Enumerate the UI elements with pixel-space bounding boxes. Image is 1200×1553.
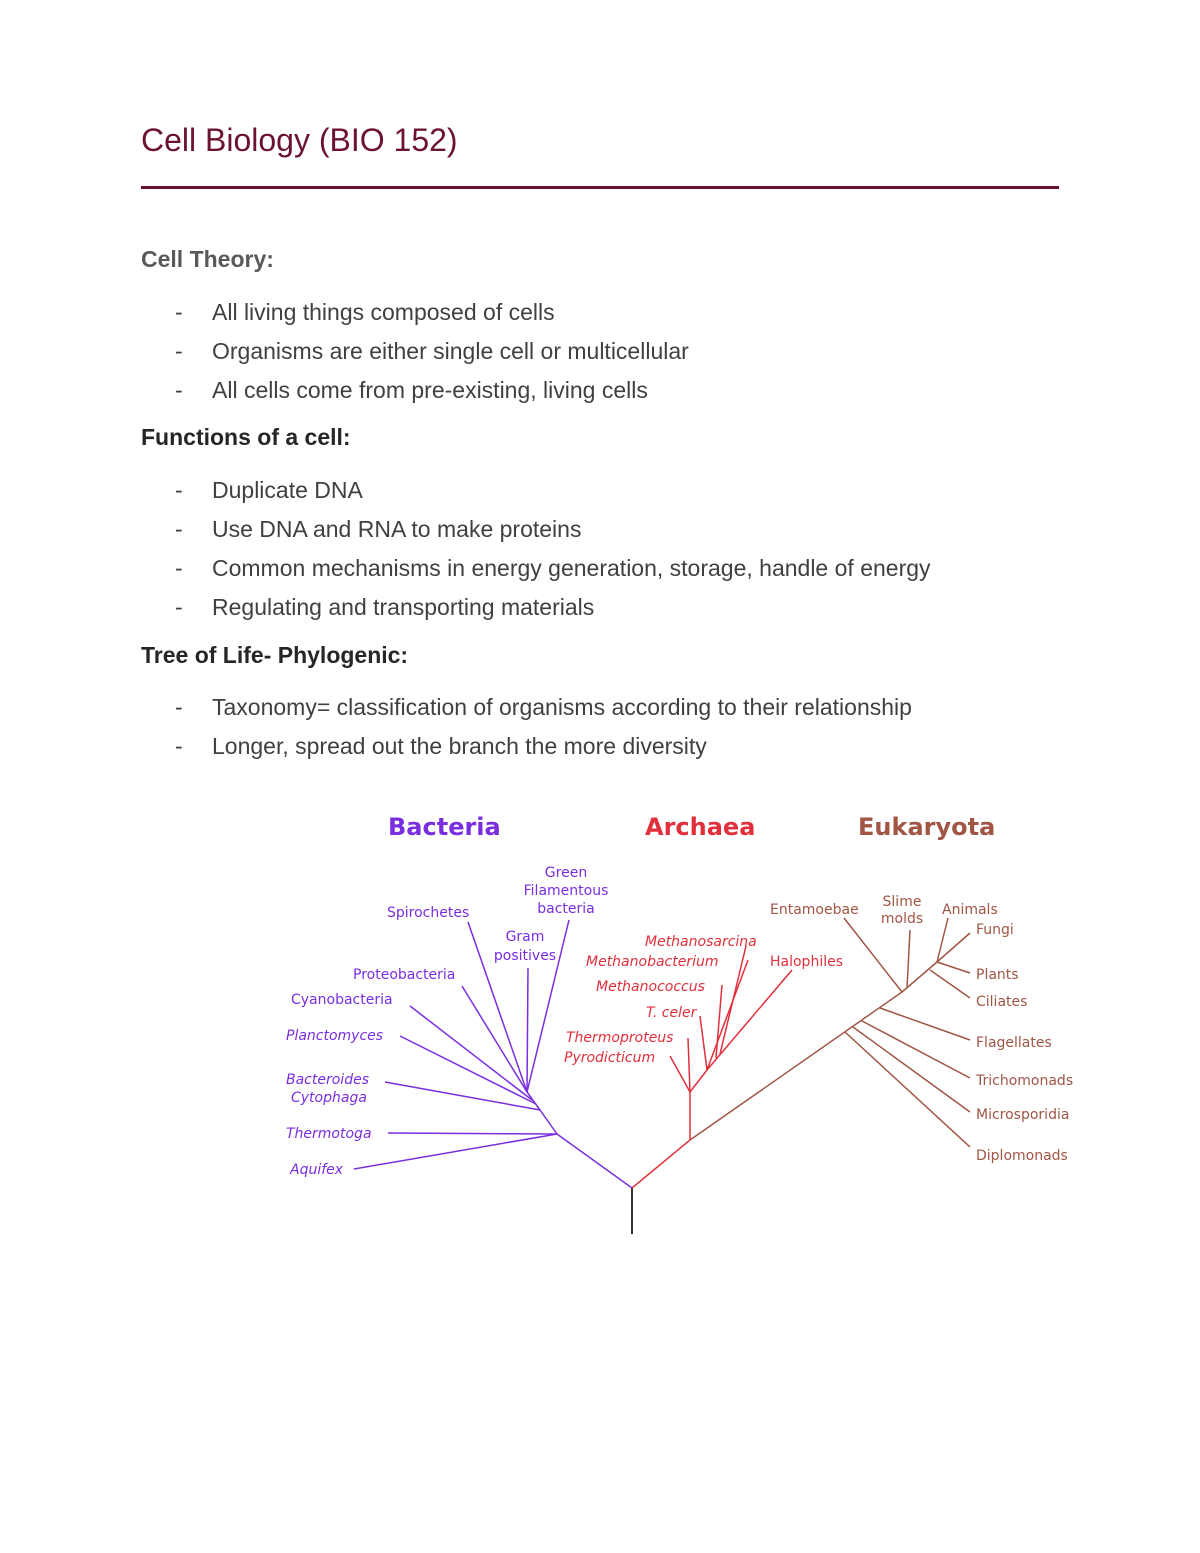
bullet-dash: -	[175, 299, 183, 325]
label-spirochetes: Spirochetes	[387, 905, 470, 921]
list-item	[141, 553, 1081, 592]
list-item-text: Regulating and transporting materials	[212, 594, 595, 620]
branch-thermotoga	[388, 1133, 557, 1134]
list-item	[141, 514, 1081, 553]
label-green-line1: Green	[544, 865, 588, 881]
list-item	[141, 475, 1081, 514]
branch-slime-molds	[907, 930, 910, 988]
label-slime-line2: molds	[880, 911, 924, 927]
list-item	[141, 336, 1081, 375]
label-bacteroides: Bacteroides	[286, 1072, 369, 1088]
label-aquifex: Aquifex	[290, 1162, 344, 1178]
list-item-text: Longer, spread out the branch the more diversity	[212, 733, 707, 759]
branch-gram-positives	[527, 968, 528, 1092]
label-animals: Animals	[942, 902, 998, 918]
list-item-text: All cells come from pre-existing, living cells	[212, 377, 648, 403]
title-divider	[141, 186, 1059, 189]
list-item	[141, 375, 1081, 414]
list-item	[141, 592, 1081, 631]
bacteria-trunk	[557, 1134, 632, 1188]
bullet-dash: -	[175, 477, 183, 503]
label-microsporidia: Microsporidia	[976, 1107, 1070, 1123]
label-slime-line1: Slime	[882, 894, 922, 910]
branch-ciliates	[930, 970, 970, 998]
branch-proteobacteria	[462, 986, 527, 1092]
phylogenetic-tree-diagram	[270, 800, 1110, 1240]
branch-plants	[937, 962, 970, 973]
label-plants: Plants	[976, 967, 1019, 983]
label-entamoebae: Entamoebae	[770, 902, 859, 918]
label-pyrodicticum: Pyrodicticum	[564, 1050, 656, 1066]
branch-green-filamentous	[527, 920, 569, 1092]
branch-bacteroides	[385, 1082, 540, 1110]
label-methanosarcina: Methanosarcina	[645, 934, 757, 950]
label-halophiles: Halophiles	[770, 954, 844, 970]
archaea-split	[690, 1070, 707, 1092]
list-item-text: Organisms are either single cell or multicellular	[212, 338, 689, 364]
branch-pyrodicticum	[670, 1056, 690, 1092]
bullet-dash: -	[175, 377, 183, 403]
label-methanococcus: Methanococcus	[596, 979, 705, 995]
label-flagellates: Flagellates	[976, 1035, 1052, 1051]
domain-archaea-label: Archaea	[645, 813, 756, 841]
eukaryota-trunk	[690, 992, 902, 1140]
label-thermoproteus: Thermoproteus	[566, 1030, 674, 1046]
tree-of-life-list	[141, 692, 1081, 770]
list-item	[141, 692, 1081, 731]
bullet-dash: -	[175, 338, 183, 364]
label-proteobacteria: Proteobacteria	[353, 967, 456, 983]
domain-bacteria-label: Bacteria	[388, 813, 501, 841]
label-planctomyces: Planctomyces	[286, 1028, 384, 1044]
list-item-text: Use DNA and RNA to make proteins	[212, 516, 582, 542]
branch-planctomyces	[400, 1036, 536, 1104]
branch-fungi	[937, 933, 970, 962]
bacteria-labels	[286, 865, 608, 1178]
branch-diplomonads	[845, 1032, 970, 1147]
branch-t-celer	[700, 1016, 707, 1070]
eukaryota-labels	[770, 894, 1073, 1164]
archaea-trunk	[632, 1140, 690, 1188]
list-item-text: Taxonomy= classification of organisms according to their relationship	[212, 694, 912, 720]
branch-thermoproteus	[688, 1038, 690, 1092]
heading-functions-of-a-cell: Functions of a cell:	[141, 424, 351, 450]
list-item-text: Common mechanisms in energy generation, storage, handle of energy	[212, 555, 931, 581]
bacteria-inner-trunk	[540, 1110, 557, 1134]
list-item	[141, 731, 1081, 770]
branch-flagellates	[880, 1008, 970, 1040]
label-methanobacterium: Methanobacterium	[586, 954, 719, 970]
heading-cell-theory: Cell Theory:	[141, 246, 274, 272]
branch-methanosarcina	[720, 946, 746, 1054]
bullet-dash: -	[175, 516, 183, 542]
bullet-dash: -	[175, 733, 183, 759]
branch-entamoebae	[844, 918, 902, 992]
functions-list	[141, 475, 1081, 631]
label-green-line2: Filamentous	[523, 883, 609, 899]
list-item	[141, 297, 1081, 336]
bullet-dash: -	[175, 555, 183, 581]
label-fungi: Fungi	[976, 922, 1014, 938]
label-thermotoga: Thermotoga	[286, 1126, 372, 1142]
branch-trichomonads	[862, 1021, 970, 1078]
heading-tree-of-life: Tree of Life- Phylogenic:	[141, 642, 409, 668]
label-diplomonads: Diplomonads	[976, 1148, 1068, 1164]
list-item-text: All living things composed of cells	[212, 299, 555, 325]
label-trichomonads: Trichomonads	[976, 1073, 1074, 1089]
label-cyanobacteria: Cyanobacteria	[291, 992, 393, 1008]
eukaryota-branches	[690, 918, 970, 1147]
list-item-text: Duplicate DNA	[212, 477, 363, 503]
label-ciliates: Ciliates	[976, 994, 1028, 1010]
cell-theory-list	[141, 297, 1081, 414]
label-gram-line1: Gram	[505, 929, 545, 945]
bullet-dash: -	[175, 594, 183, 620]
branch-animals	[937, 918, 948, 962]
page-title: Cell Biology (BIO 152)	[141, 122, 458, 158]
label-green-line3: bacteria	[537, 901, 595, 917]
bullet-dash: -	[175, 694, 183, 720]
branch-methanobacterium	[707, 960, 748, 1070]
branch-aquifex	[354, 1134, 557, 1169]
domain-eukaryota-label: Eukaryota	[858, 813, 996, 841]
label-gram-line2: positives	[493, 948, 557, 964]
label-cytophaga: Cytophaga	[291, 1090, 367, 1106]
label-t-celer: T. celer	[646, 1005, 697, 1021]
